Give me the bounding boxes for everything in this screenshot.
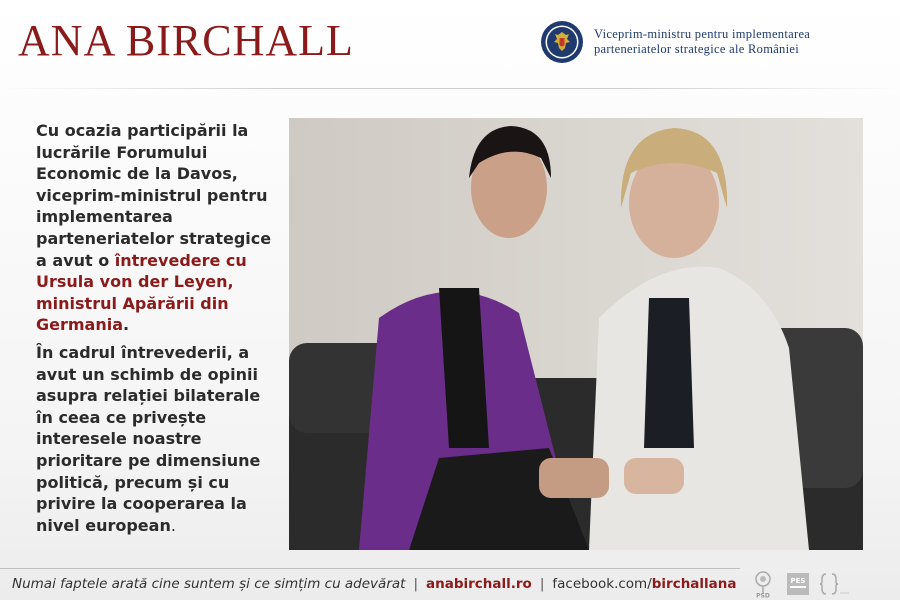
brackets-logo-icon bbox=[820, 571, 850, 597]
psd-label: PSD bbox=[756, 592, 770, 598]
government-header bbox=[540, 20, 810, 64]
meeting-photo bbox=[289, 118, 863, 550]
footer bbox=[0, 568, 900, 600]
p1-end: . bbox=[123, 315, 130, 335]
p2-bold: schimb de opinii asupra relației bilaterale în ceea ce privește interesele noastre prioritare pe dimensiune politică, precum și cu privire la cooperarea la nivel european bbox=[36, 364, 261, 535]
p1-highlight: întrevedere cu Ursula von der Leyen, ministrul Apărării din Germania bbox=[36, 250, 247, 335]
facebook-link[interactable] bbox=[552, 576, 736, 592]
brand-name: ANA BIRCHALL bbox=[18, 16, 354, 65]
pes-label: PES bbox=[790, 577, 806, 585]
pes-logo-icon bbox=[786, 572, 810, 596]
header-divider bbox=[0, 88, 900, 89]
p1-text: Cu ocazia participării la lucrările Forumului Economic de la Davos, viceprim-ministrul pentru implementarea parteneriatelor strategice a avut o bbox=[36, 121, 272, 270]
party-logos bbox=[750, 568, 850, 600]
government-title-line1: Viceprim-ministru pentru implementarea bbox=[594, 27, 811, 41]
article-paragraph-2 bbox=[36, 342, 272, 536]
government-title-line2: parteneriatelor strategice ale României bbox=[594, 42, 800, 56]
article-text bbox=[36, 120, 272, 542]
article-paragraph-1 bbox=[36, 120, 272, 336]
p2-text: În cadrul întrevederii, a avut un bbox=[36, 342, 250, 384]
footer-text-row bbox=[12, 576, 737, 592]
facebook-prefix: facebook.com/ bbox=[552, 576, 652, 592]
footer-separator: | bbox=[539, 576, 545, 592]
p2-end: . bbox=[170, 515, 176, 535]
facebook-handle: birchallana bbox=[651, 576, 737, 592]
psd-rose-icon bbox=[750, 570, 776, 598]
government-seal-icon bbox=[540, 20, 584, 64]
photo-illustration bbox=[289, 118, 863, 550]
website-link[interactable]: anabirchall.ro bbox=[426, 576, 532, 592]
government-title bbox=[594, 27, 810, 57]
footer-slogan: Numai faptele arată cine suntem și ce simțim cu adevărat bbox=[12, 576, 406, 592]
footer-separator: | bbox=[413, 576, 419, 592]
footer-divider bbox=[0, 568, 740, 569]
